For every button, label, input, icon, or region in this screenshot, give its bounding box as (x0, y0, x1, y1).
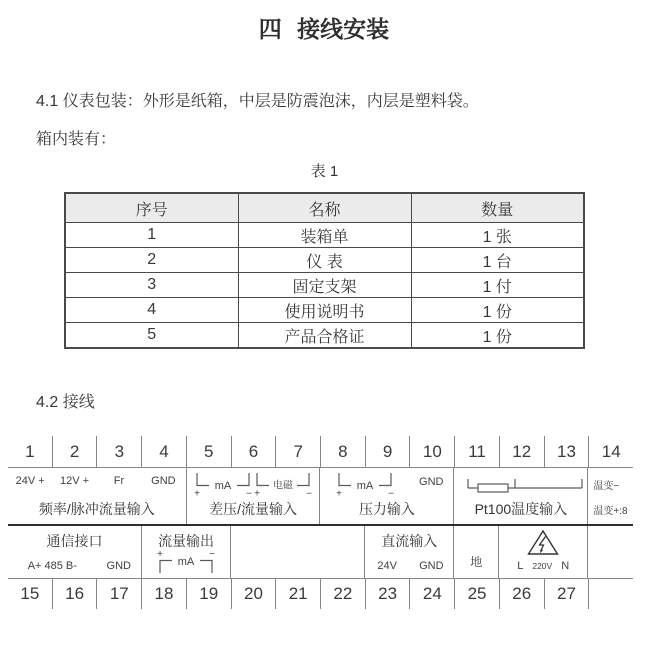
bracket-row (187, 470, 320, 497)
svg-text:+: + (157, 549, 163, 560)
col-header-seq: 序号 (65, 193, 238, 223)
terminal-wiring-diagram (8, 436, 633, 609)
svg-text:−: − (387, 488, 394, 497)
group-pressure-input (320, 468, 454, 524)
cell-seq: 4 (65, 298, 238, 323)
group-unused-right (588, 526, 633, 578)
terminal-11: 11 (455, 436, 500, 467)
bottom-label-band (8, 526, 633, 578)
group-title: 通信接口 (46, 533, 103, 549)
label-gnd: GND (419, 476, 444, 488)
page-title: 四 接线安装 (258, 16, 390, 42)
terminal-19: 19 (187, 579, 232, 609)
terminal-12: 12 (500, 436, 545, 467)
terminal-1: 1 (8, 436, 53, 467)
terminal-20: 20 (232, 579, 277, 609)
ma-loop-symbol (156, 549, 216, 576)
packing-list-table (64, 192, 585, 349)
label-gnd: GND (151, 475, 176, 487)
terminal-3: 3 (97, 436, 142, 467)
ma-loop-symbol (193, 470, 253, 497)
terminal-27: 27 (545, 579, 590, 609)
group-title: Pt100温度输入 (474, 501, 568, 517)
terminal-13: 13 (545, 436, 590, 467)
label-voltage: 220V (532, 561, 553, 571)
cell-qty: 1 付 (411, 273, 584, 298)
label-rs485: A+ 485 B- (27, 560, 77, 572)
cell-seq: 1 (65, 223, 238, 248)
table-row (65, 273, 584, 298)
group-title: 压力输入 (358, 501, 415, 517)
terminal-17: 17 (97, 579, 142, 609)
terminal-9: 9 (366, 436, 411, 467)
terminal-labels (499, 560, 587, 572)
svg-text:mA: mA (356, 480, 374, 492)
terminal-4: 4 (142, 436, 187, 467)
group-pt100-input (454, 468, 588, 524)
cell-qty: 1 份 (411, 298, 584, 323)
label-12v: 12V + (60, 475, 90, 487)
table-row (65, 248, 584, 273)
terminal-22: 22 (321, 579, 366, 609)
terminal-6: 6 (232, 436, 277, 467)
label-earth: 地 (470, 555, 483, 569)
cell-name: 仪 表 (238, 248, 411, 273)
label-neutral: N (561, 560, 570, 572)
table-row (65, 323, 584, 349)
label-line: L (517, 560, 524, 572)
bracket-row (320, 470, 409, 497)
group-comm-interface (8, 526, 142, 578)
svg-text:mA: mA (214, 480, 232, 492)
terminal-8: 8 (321, 436, 366, 467)
cell-name: 固定支架 (238, 273, 411, 298)
cell-seq: 2 (65, 248, 238, 273)
group-dc-input (365, 526, 454, 578)
svg-text:+: + (335, 488, 342, 497)
label-gnd: GND (419, 560, 444, 572)
group-flow-output (142, 526, 231, 578)
group-temp-transmitter (588, 468, 633, 524)
cell-name: 装箱单 (238, 223, 411, 248)
paragraph-packaging: 4.1 仪表包装：外形是纸箱，中层是防震泡沫，内层是塑料袋。 (36, 93, 479, 110)
group-dp-flow-input (187, 468, 321, 524)
cell-qty: 1 张 (411, 223, 584, 248)
pt100-resistor-icon (456, 475, 586, 495)
col-header-name: 名称 (238, 193, 411, 223)
label-24v: 24V (377, 560, 397, 572)
label-24v: 24V + (15, 475, 45, 487)
group-title: 直流输入 (381, 533, 438, 549)
group-earth (454, 526, 499, 578)
section-heading-wiring: 4.2 接线 (36, 394, 95, 411)
terminal-number-row-bottom (8, 578, 633, 609)
terminal-15: 15 (8, 579, 53, 609)
group-title: 频率/脉冲流量输入 (38, 501, 155, 517)
terminal-24: 24 (410, 579, 455, 609)
terminal-18: 18 (142, 579, 187, 609)
paragraph-box-contents: 箱内装有： (36, 131, 117, 148)
electromagnetic-loop-symbol (253, 470, 313, 497)
svg-text:−: − (246, 488, 252, 497)
col-header-qty: 数量 (411, 193, 584, 223)
cell-name: 使用说明书 (238, 298, 411, 323)
svg-text:电磁: 电磁 (273, 480, 294, 492)
high-voltage-warning-icon (526, 529, 560, 556)
terminal-26: 26 (500, 579, 545, 609)
cell-seq: 5 (65, 323, 238, 349)
group-ac-power (499, 526, 588, 578)
terminal-16: 16 (53, 579, 98, 609)
table-row (65, 298, 584, 323)
terminal-7: 7 (276, 436, 321, 467)
terminal-5: 5 (187, 436, 232, 467)
label-tempvar-minus: 温变− (593, 481, 620, 492)
group-unused-terminals (231, 526, 365, 578)
table-caption: 表 1 (310, 163, 339, 180)
terminal-2: 2 (53, 436, 98, 467)
ma-loop-symbol (335, 470, 395, 497)
terminal-21: 21 (276, 579, 321, 609)
terminal-empty (589, 579, 633, 609)
group-title: 流量输出 (158, 533, 215, 549)
svg-text:mA: mA (177, 556, 195, 568)
cell-name: 产品合格证 (238, 323, 411, 349)
svg-text:+: + (194, 488, 200, 497)
terminal-25: 25 (455, 579, 500, 609)
table-header-row (65, 193, 584, 223)
terminal-14: 14 (601, 441, 621, 461)
label-gnd: GND (106, 560, 131, 572)
terminal-labels (8, 560, 141, 572)
svg-text:−: − (306, 488, 312, 497)
cell-qty: 1 份 (411, 323, 584, 349)
svg-text:+: + (254, 488, 260, 497)
terminal-number-row-top (8, 436, 633, 468)
terminal-10: 10 (410, 436, 455, 467)
group-title: 差压/流量输入 (209, 501, 297, 517)
terminal-labels (8, 475, 186, 487)
table-row (65, 223, 584, 248)
label-fr: Fr (113, 475, 125, 487)
terminal-23: 23 (366, 579, 411, 609)
cell-seq: 3 (65, 273, 238, 298)
svg-text:−: − (209, 549, 215, 560)
group-frequency-pulse-input (8, 468, 187, 524)
label-tempvar-plus: 温变+:8 (593, 506, 628, 517)
top-label-band (8, 468, 633, 526)
cell-qty: 1 台 (411, 248, 584, 273)
terminal-labels (365, 560, 453, 572)
